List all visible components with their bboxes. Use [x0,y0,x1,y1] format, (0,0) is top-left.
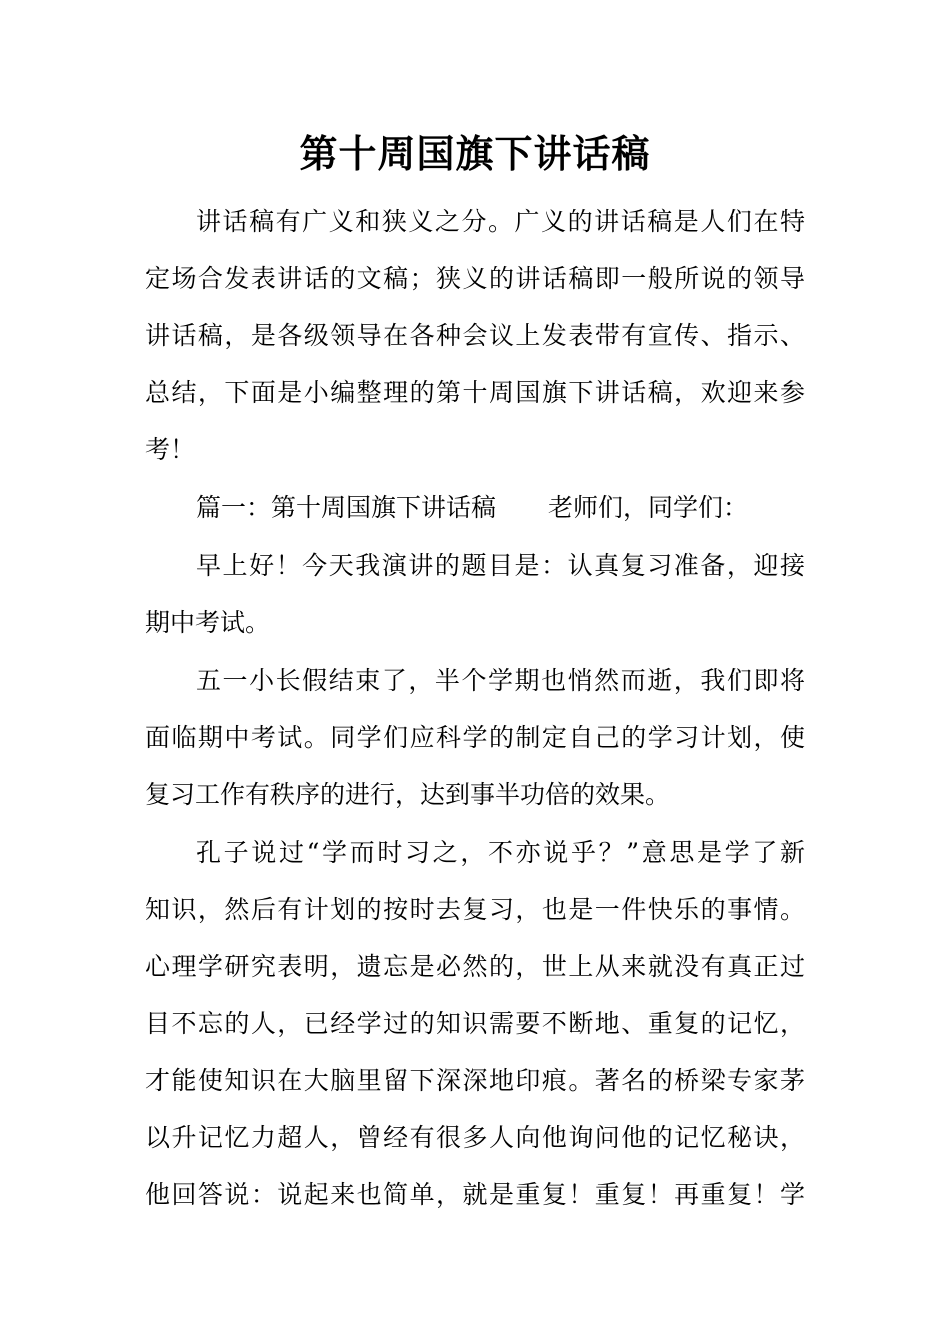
section-heading: 篇一：第十周国旗下讲话稿 [196,493,497,522]
paragraph-line: 总结，下面是小编整理的第十周国旗下讲话稿，欢迎来参 [145,378,805,407]
paragraph-line: 孔子说过“学而时习之，不亦说乎？”意思是学了新 [196,838,805,867]
paragraph-line: 讲话稿，是各级领导在各种会议上发表带有宣传、指示、 [145,321,805,350]
section-heading-line [196,488,805,528]
paragraph-line: 讲话稿有广义和狭义之分。广义的讲话稿是人们在特 [196,207,805,236]
paragraph-line: 面临期中考试。同学们应科学的制定自己的学习计划，使 [145,723,805,752]
document-title: 第十周国旗下讲话稿 [299,131,651,176]
paragraph-line: 心理学研究表明，遗忘是必然的，世上从来就没有真正过 [145,952,805,981]
paragraph-line: 目不忘的人，已经学过的知识需要不断地、重复的记忆， [145,1009,805,1038]
paragraph-line: 才能使知识在大脑里留下深深地印痕。著名的桥梁专家茅 [145,1066,805,1095]
paragraph-line: 早上好！今天我演讲的题目是：认真复习准备，迎接 [196,551,805,580]
salutation: 老师们，同学们： [548,493,749,522]
paragraph-line: 知识，然后有计划的按时去复习，也是一件快乐的事情。 [145,895,805,924]
paragraph-line: 他回答说：说起来也简单，就是重复！重复！再重复！学 [145,1180,805,1209]
paragraph-line: 五一小长假结束了，半个学期也悄然而逝，我们即将 [196,666,805,695]
paragraph-line: 考！ [145,435,196,464]
paragraph-line: 定场合发表讲话的文稿；狭义的讲话稿即一般所说的领导 [145,264,805,293]
paragraph-line: 复习工作有秩序的进行，达到事半功倍的效果。 [145,780,671,809]
paragraph-line: 期中考试。 [145,608,271,637]
paragraph-line: 以升记忆力超人，曾经有很多人向他询问他的记忆秘诀， [145,1123,805,1152]
